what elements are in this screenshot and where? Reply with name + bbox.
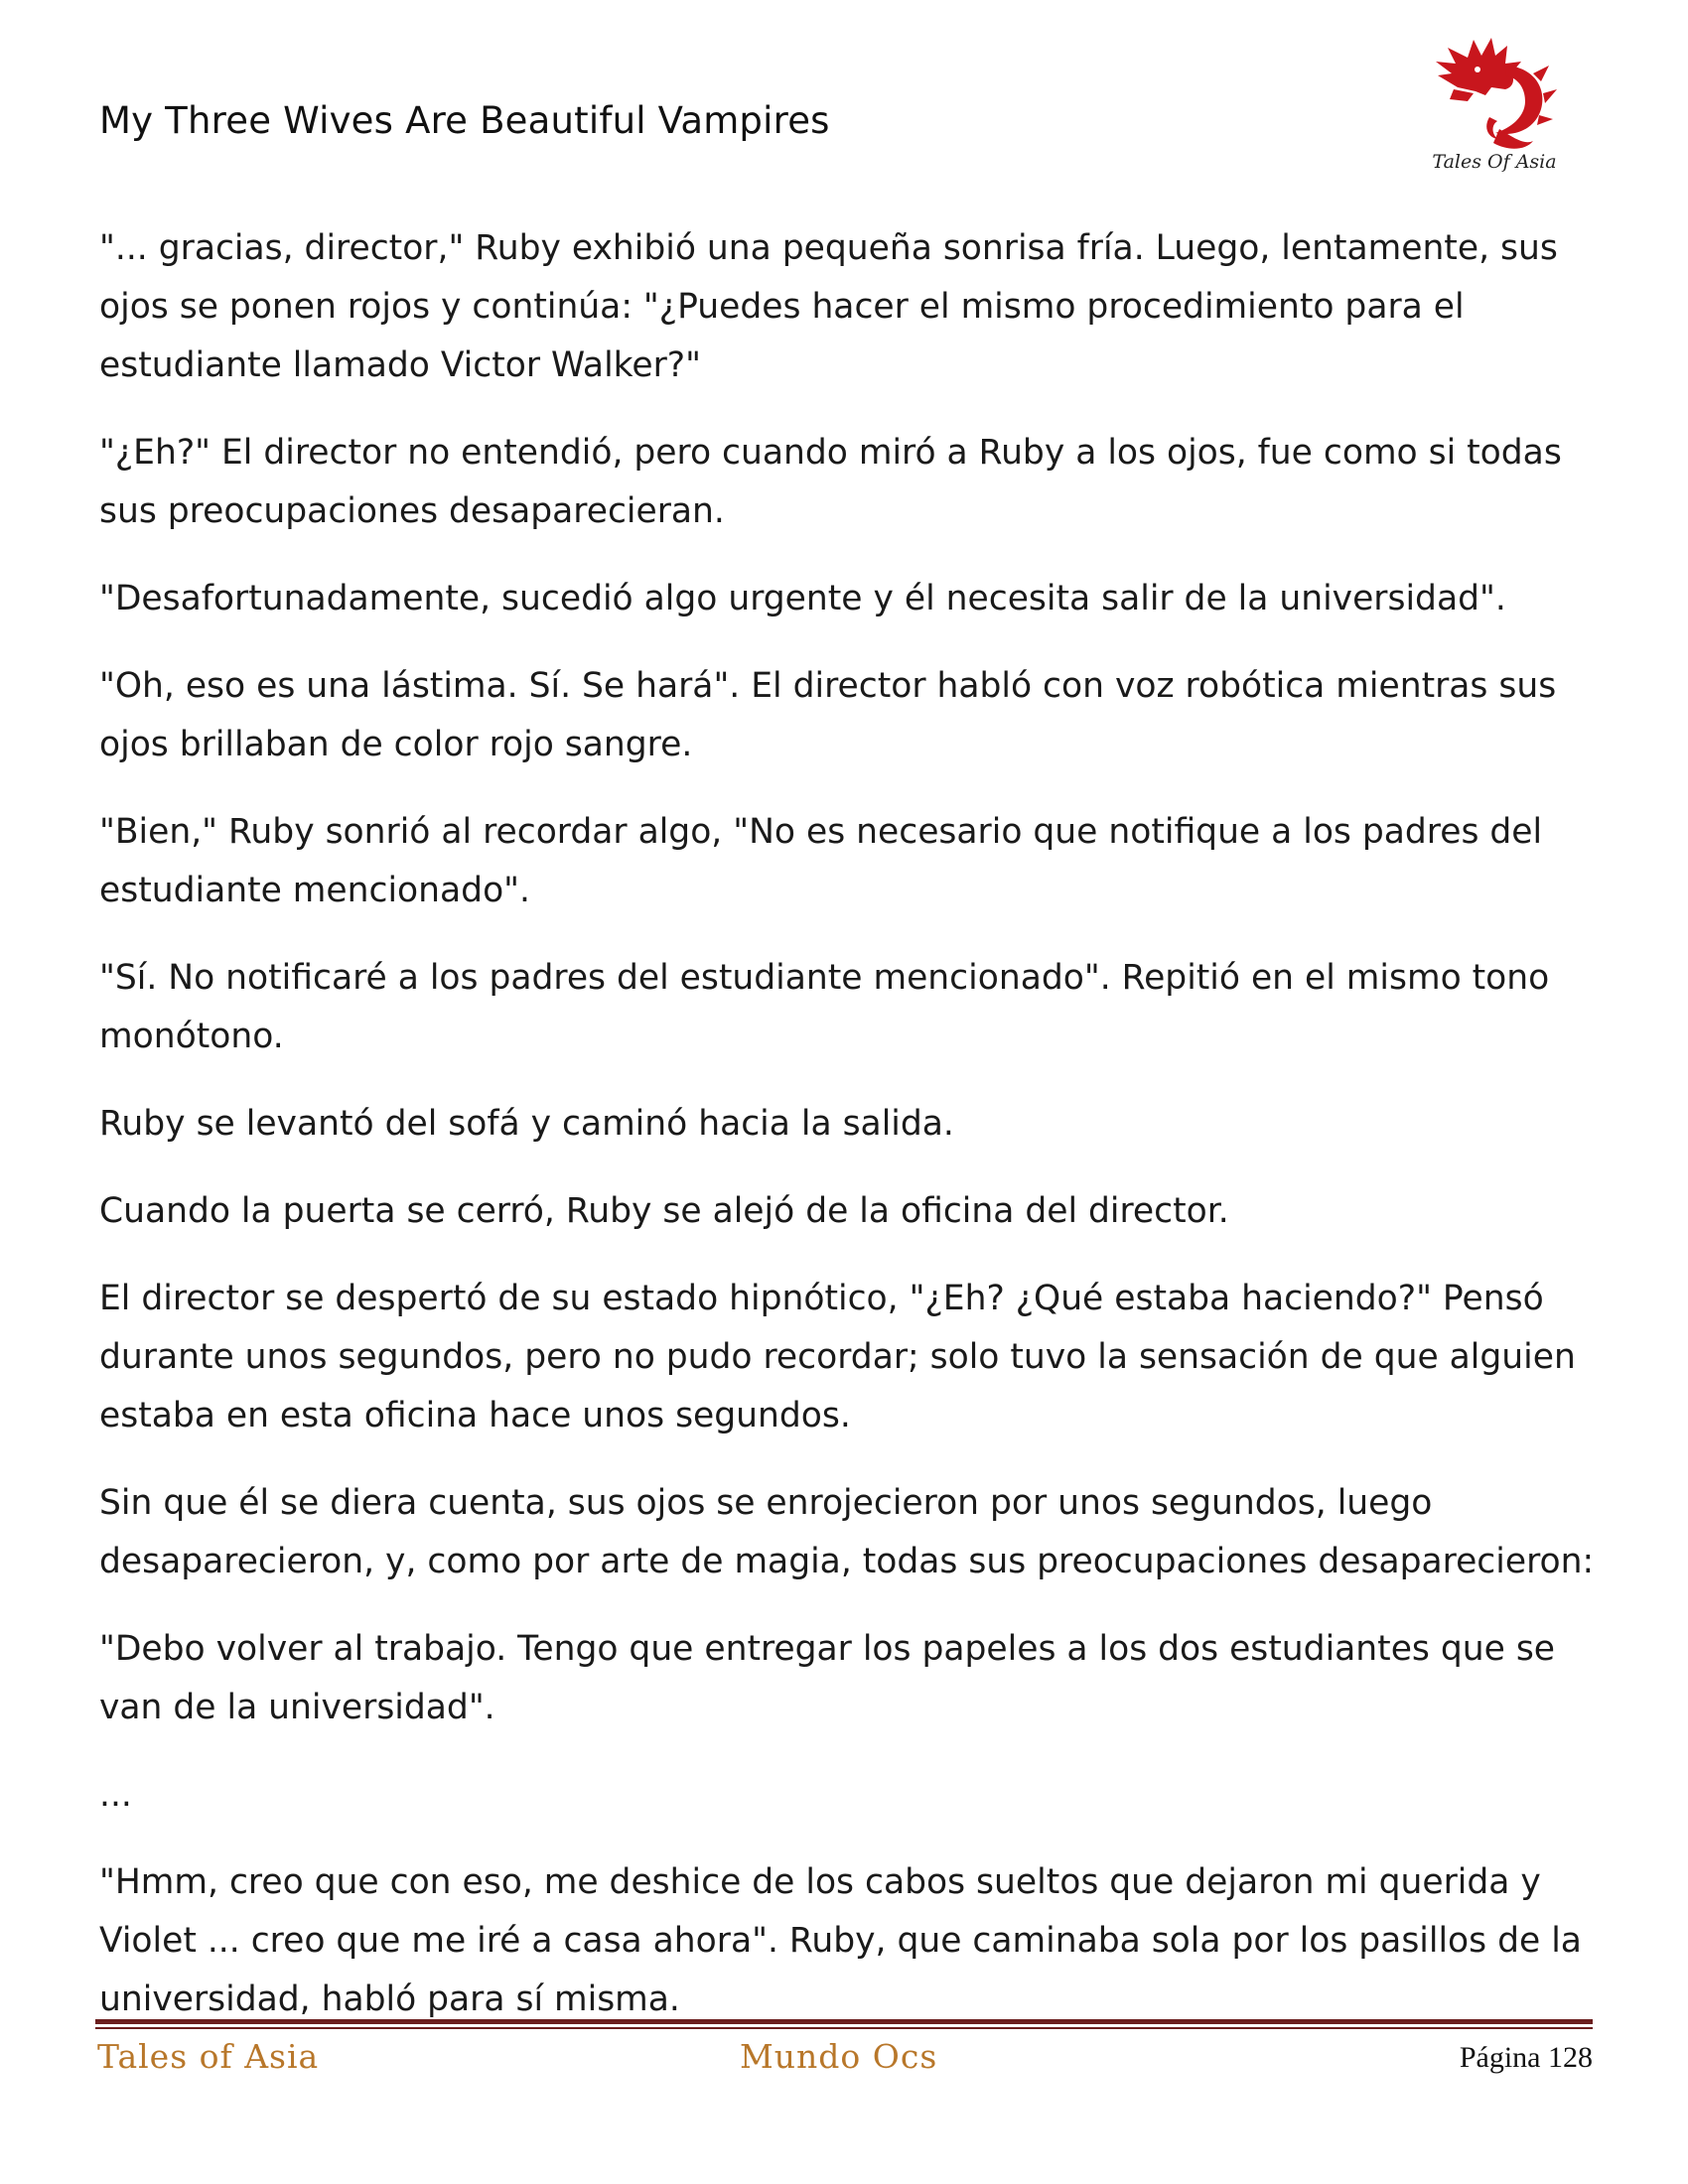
tales-of-asia-logo: [1430, 18, 1559, 182]
book-title: My Three Wives Are Beautiful Vampires: [99, 99, 830, 142]
footer-group-name: Mundo Ocs: [740, 2037, 938, 2076]
paragraph: "Desafortunadamente, sucedió algo urgente y él necesita salir de la universidad".: [99, 579, 1506, 618]
paragraph: "Bien," Ruby sonrió al recordar algo, "No es necesario que notifique a los padres del estudiante mencionado".: [99, 812, 1543, 910]
paragraph: "Oh, eso es una lástima. Sí. Se hará". El director habló con voz robótica mientras sus ojos brillaban de color rojo sangre.: [99, 666, 1557, 764]
dragon-icon: [1430, 18, 1559, 157]
footer-rule: [95, 2019, 1593, 2024]
paragraph: El director se despertó de su estado hipnótico, "¿Eh? ¿Qué estaba haciendo?" Pensó durante unos segundos, pero no pudo recordar; solo tuvo la sensación de que alguien estaba en esta oficina hace unos segundos.: [99, 1279, 1576, 1435]
paragraph: "... gracias, director," Ruby exhibió una pequeña sonrisa fría. Luego, lentamente, sus ojos se ponen rojos y continúa: "¿Puedes hacer el mismo procedimiento para el estudiante llamado Victor Walker?": [99, 228, 1558, 385]
chapter-body: [99, 219, 1599, 2058]
paragraph: Ruby se levantó del sofá y caminó hacia la salida.: [99, 1104, 954, 1144]
logo-caption: Tales Of Asia: [1432, 151, 1557, 173]
paragraph: "Sí. No notificaré a los padres del estudiante mencionado". Repitió en el mismo tono monótono.: [99, 958, 1550, 1056]
paragraph: Sin que él se diera cuenta, sus ojos se enrojecieron por unos segundos, luego desaparecieron, y, como por arte de magia, todas sus preocupaciones desaparecieron:: [99, 1483, 1595, 1581]
paragraph: "Debo volver al trabajo. Tengo que entregar los papeles a los dos estudiantes que se van de la universidad".: [99, 1629, 1556, 1727]
paragraph: "Hmm, creo que con eso, me deshice de los cabos sueltos que dejaron mi querida y Violet ... creo que me iré a casa ahora". Ruby, que caminaba sola por los pasillos de la universidad, habló para sí misma.: [99, 1862, 1582, 2019]
page-number: Página 128: [1459, 2041, 1593, 2074]
paragraph: "¿Eh?" El director no entendió, pero cuando miró a Ruby a los ojos, fue como si todas sus preocupaciones desaparecieran.: [99, 433, 1562, 531]
footer-rule-thin: [95, 2027, 1593, 2029]
scene-break: ...: [99, 1775, 132, 1815]
footer-site-name: Tales of Asia: [97, 2037, 320, 2076]
paragraph: Cuando la puerta se cerró, Ruby se alejó de la oficina del director.: [99, 1191, 1229, 1231]
